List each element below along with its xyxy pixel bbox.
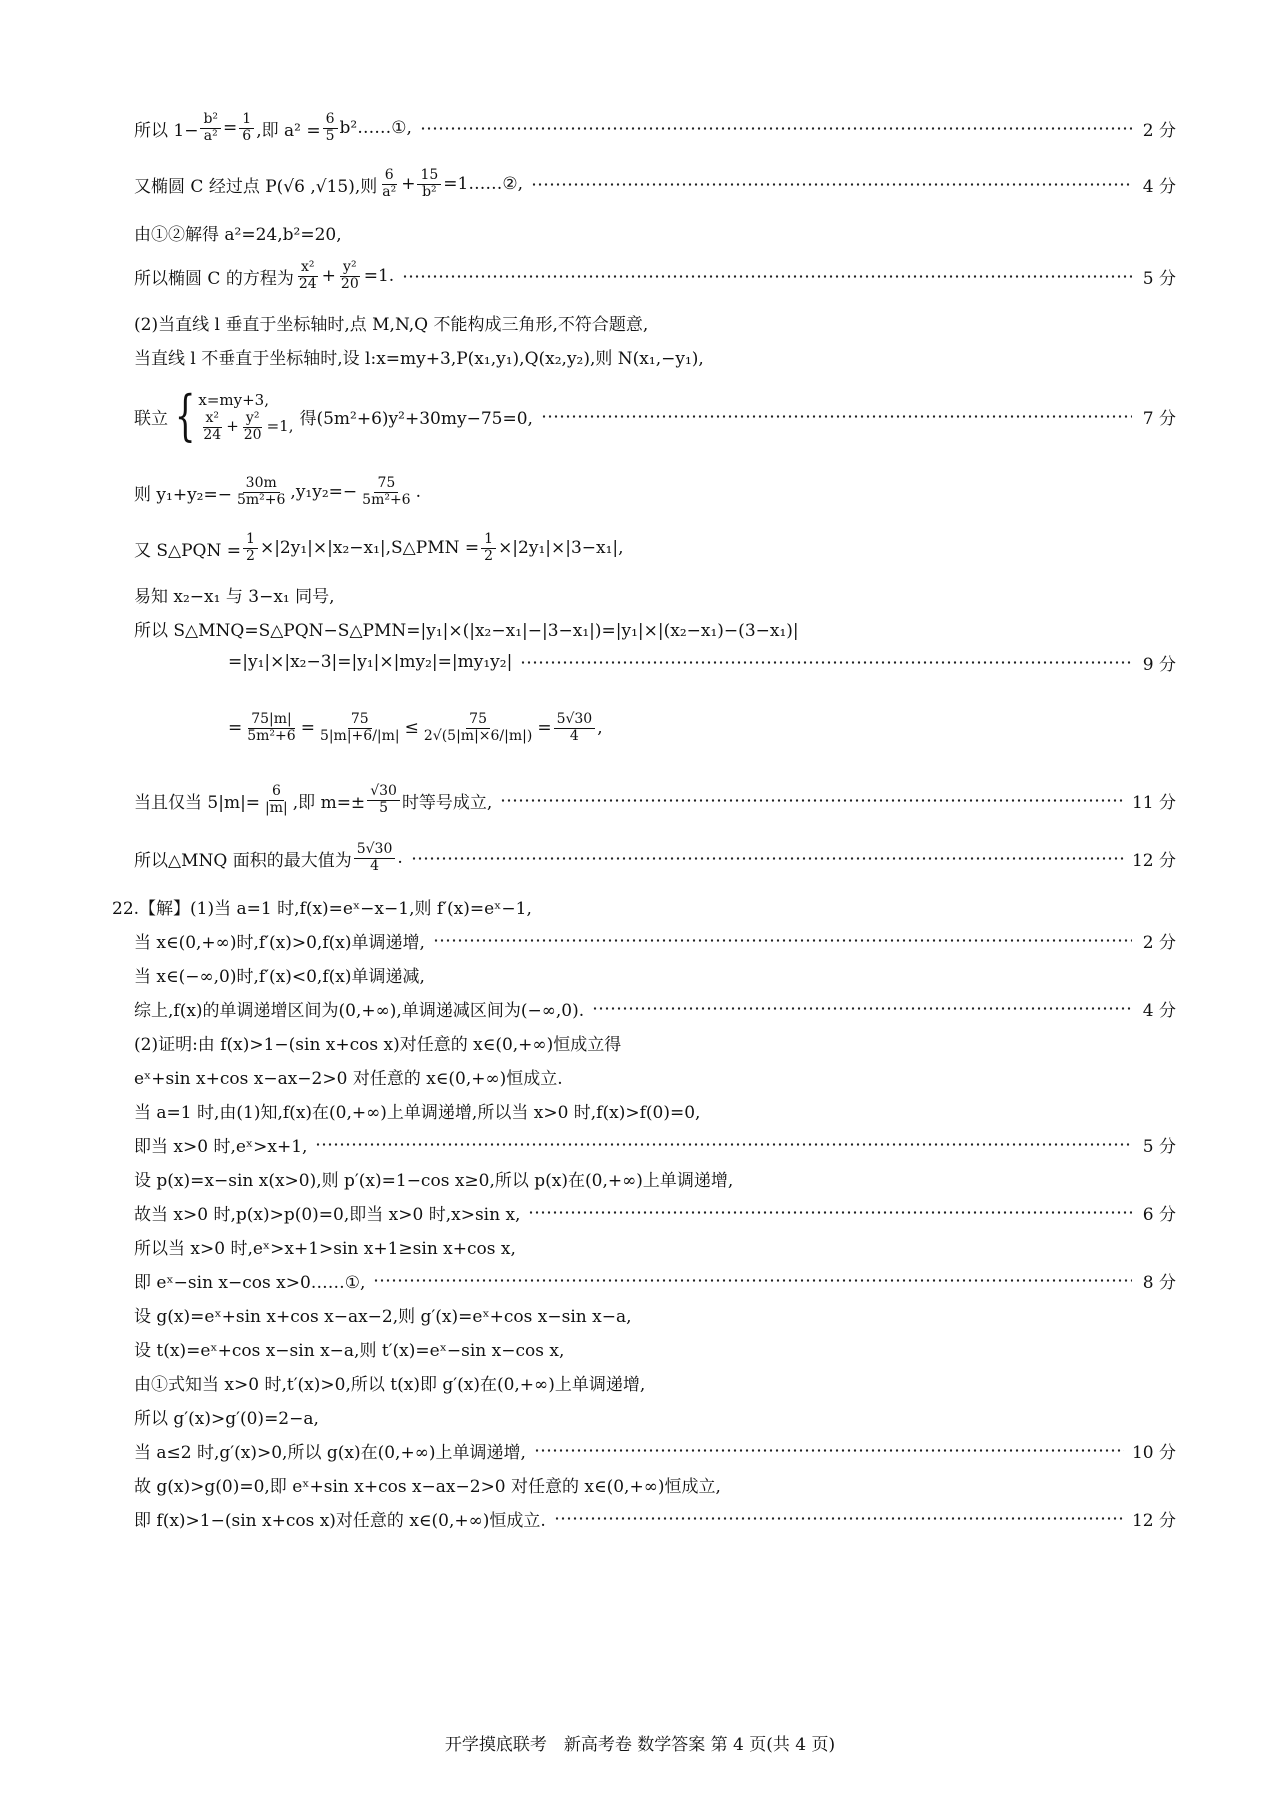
line-23: 即当 x>0 时,eˣ>x+1, 5 分 [134,1128,1176,1160]
leader-dots [433,939,1132,942]
line-34: 即 f(x)>1−(sin x+cos x)对任意的 x∈(0,+∞)恒成立. 12 分 [134,1502,1176,1534]
leader-dots [373,1279,1132,1282]
line-8: 则 y₁+y₂=− $\frac{30m}{\text{5m²+6}}$ ,y₁y₂=− $\frac{75}{\text{5m²+6}}$ . [134,475,421,508]
leader-dots [592,1007,1132,1010]
fraction: $\frac{75}{5|m|+6/|m|}$ [319,711,400,744]
fraction: $\frac{\text{b²}}{\text{a²}}$ [200,112,221,144]
fraction: $\frac{√30}{5}$ [367,784,400,816]
page-footer: 开学摸底联考 新高考卷 数学答案 第 4 页(共 4 页) [444,1735,836,1755]
score: 2 分 [1142,932,1176,953]
fraction: $\frac{1}{2}$ [243,532,258,564]
score: 12 分 [1131,1510,1176,1531]
line-32: 当 a≤2 时,g′(x)>0,所以 g(x)在(0,+∞)上单调递增, 10 分 [134,1434,1176,1466]
line-5: (2)当直线 l 垂直于坐标轴时,点 M,N,Q 不能构成三角形,不符合题意, [134,314,649,335]
leader-dots [520,661,1132,664]
score: 2 分 [1142,120,1176,141]
line-4: 所以椭圆 C 的方程为 $\frac{\text{x²}}{24}$ + $\frac{\text{y²}}{20}$ =1. 5 分 [134,259,1176,292]
line-3: 由①②解得 a²=24,b²=20, [134,224,342,245]
line-9: 又 S△PQN = $\frac{1}{2}$ ×|2y₁|×|x₂−x₁|,S△PMN = $\frac{1}{2}$ ×|2y₁|×|3−x₁|, [134,531,624,564]
line-28: 设 g(x)=eˣ+sin x+cos x−ax−2,则 g′(x)=eˣ+cos x−sin x−a, [134,1306,632,1327]
fraction: $\frac{1}{6}$ [239,112,254,144]
score: 6 分 [1142,1204,1176,1225]
line-25: 故当 x>0 时,p(x)>p(0)=0,即当 x>0 时,x>sin x, 6 分 [134,1196,1176,1228]
leader-dots [402,275,1132,278]
fraction: $\frac{5√30}{4}$ [354,842,396,874]
line-24: 设 p(x)=x−sin x(x>0),则 p′(x)=1−cos x≥0,所以 p(x)在(0,+∞)上单调递增, [134,1170,734,1191]
line-7: 联立 { x=my+3, $\frac{\text{x²}}{24}$ + $\frac{\text{y²}}{20}$ =1, 得(5m²+6)y²+30my−75=0, 7 分 [134,384,1176,447]
score: 7 分 [1142,408,1176,429]
line-13: = $\frac{75|m|}{\text{5m²+6}}$ = $\frac{75}{5|m|+6/|m|}$ ≤ $\frac{75}{2√(5|m|\times 6/|m|)}$ = $\frac{5√30}{4}$ , [228,711,603,744]
brace: { [174,384,196,447]
score: 8 分 [1142,1272,1176,1293]
line-27: 即 eˣ−sin x−cos x>0……①, 8 分 [134,1264,1176,1296]
score: 5 分 [1142,1136,1176,1157]
fraction: $\frac{\text{y²}}{20}$ [340,259,359,292]
text: 所以 1− [134,120,199,141]
line-11: 所以 S△MNQ=S△PQN−S△PMN=|y₁|×(|x₂−x₁|−|3−x₁|)=|y₁|×|(x₂−x₁)−(3−x₁)| [134,620,799,641]
fraction: $\frac{6}{\text{a²}}$ [382,167,397,200]
fraction: $\frac{6}{|m|}$ [265,783,288,816]
leader-dots [500,799,1124,802]
line-15: 所以△MNQ 面积的最大值为 $\frac{5√30}{4}$ . 12 分 [134,841,1176,874]
line-12: =|y₁|×|x₂−3|=|y₁|×|my₂|=|my₁y₂| 9 分 [228,646,1176,678]
line-30: 由①式知当 x>0 时,t′(x)>0,所以 t(x)即 g′(x)在(0,+∞)上单调递增, [134,1374,646,1395]
score: 10 分 [1131,1442,1176,1463]
line-16: 22.【解】(1)当 a=1 时,f(x)=eˣ−x−1,则 f′(x)=eˣ−1, [112,898,532,919]
fraction: $\frac{75|m|}{\text{5m²+6}}$ [247,711,296,744]
score: 12 分 [1131,850,1176,871]
equation-system: { x=my+3, $\frac{\text{x²}}{24}$ + $\frac{\text{y²}}{20}$ =1, [174,384,294,447]
leader-dots [411,857,1124,860]
line-1: 所以 1− $\frac{\text{b²}}{\text{a²}}$ = $\frac{1}{6}$ ,即 a² = $\frac{6}{5}$ b²……①, 2 分 [134,111,1176,144]
fraction: $\frac{75}{\text{5m²+6}}$ [362,475,411,508]
fraction: $\frac{5√30}{4}$ [554,712,596,744]
leader-dots [315,1143,1132,1146]
leader-dots [528,1211,1132,1214]
fraction: $\frac{6}{5}$ [323,112,338,144]
line-22: 当 a=1 时,由(1)知,f(x)在(0,+∞)上单调递增,所以当 x>0 时,f(x)>f(0)=0, [134,1102,701,1123]
fraction: $\frac{30m}{\text{5m²+6}}$ [236,475,286,508]
fraction: $\frac{\text{x²}}{24}$ [298,259,317,292]
score: 4 分 [1142,1000,1176,1021]
leader-dots [554,1517,1124,1520]
line-14: 当且仅当 5|m|= $\frac{6}{|m|}$ ,即 m=± $\frac{√30}{5}$ 时等号成立, 11 分 [134,783,1176,816]
line-31: 所以 g′(x)>g′(0)=2−a, [134,1408,319,1429]
line-19: 综上,f(x)的单调递增区间为(0,+∞),单调递减区间为(−∞,0). 4 分 [134,992,1176,1024]
score: 11 分 [1131,792,1176,813]
line-26: 所以当 x>0 时,eˣ>x+1>sin x+1≥sin x+cos x, [134,1238,516,1259]
line-6: 当直线 l 不垂直于坐标轴时,设 l:x=my+3,P(x₁,y₁),Q(x₂,y₂),则 N(x₁,−y₁), [134,348,704,369]
leader-dots [531,183,1132,186]
leader-dots [420,127,1132,130]
fraction: $\frac{1}{2}$ [481,532,496,564]
score: 5 分 [1142,268,1176,289]
line-29: 设 t(x)=eˣ+cos x−sin x−a,则 t′(x)=eˣ−sin x−cos x, [134,1340,565,1361]
score: 4 分 [1142,176,1176,197]
fraction: $\frac{75}{2√(5|m|\times 6/|m|)}$ [423,711,533,744]
line-2: 又椭圆 C 经过点 P(√6 ,√15),则 $\frac{6}{\text{a²}}$ + $\frac{15}{\text{b²}}$ =1……②, 4 分 [134,167,1176,200]
leader-dots [541,415,1132,418]
line-10: 易知 x₂−x₁ 与 3−x₁ 同号, [134,586,335,607]
fraction: $\frac{15}{\text{b²}}$ [417,168,441,200]
leader-dots [534,1449,1124,1452]
line-20: (2)证明:由 f(x)>1−(sin x+cos x)对任意的 x∈(0,+∞)恒成立得 [134,1034,622,1055]
line-33: 故 g(x)>g(0)=0,即 eˣ+sin x+cos x−ax−2>0 对任意的 x∈(0,+∞)恒成立, [134,1476,721,1497]
line-21: eˣ+sin x+cos x−ax−2>0 对任意的 x∈(0,+∞)恒成立. [134,1068,563,1089]
score: 9 分 [1142,654,1176,675]
line-18: 当 x∈(−∞,0)时,f′(x)<0,f(x)单调递减, [134,966,425,987]
line-17: 当 x∈(0,+∞)时,f′(x)>0,f(x)单调递增, 2 分 [134,924,1176,956]
